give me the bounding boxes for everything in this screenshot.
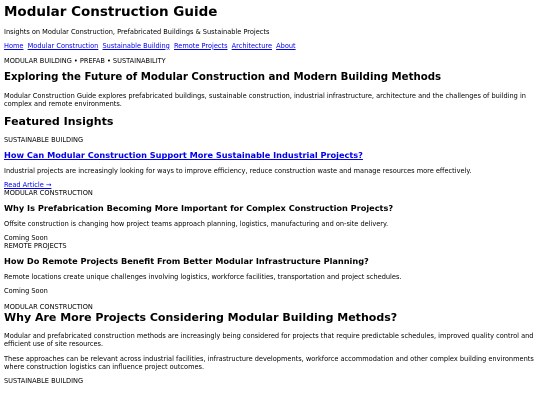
site-tagline: Insights on Modular Construction, Prefabricated Buildings & Sustainable Projects: [4, 27, 270, 36]
why-category: MODULAR CONSTRUCTION: [4, 303, 93, 312]
article-card: [4, 136, 536, 189]
article-cta: [4, 181, 536, 189]
article-excerpt: Industrial projects are increasingly looking for ways to improve efficiency, reduce construction waste and manage resources more effectively.: [4, 166, 472, 175]
nav-link-architecture[interactable]: Architecture: [231, 41, 273, 50]
article-category: MODULAR CONSTRUCTION: [4, 189, 93, 198]
featured-section: [4, 115, 536, 295]
featured-articles: [4, 136, 536, 295]
nav-link-sustainable-building[interactable]: Sustainable Building: [102, 41, 170, 50]
article-title: [4, 150, 536, 160]
nav-link-remote-projects[interactable]: Remote Projects: [173, 41, 228, 50]
article-title: How Do Remote Projects Benefit From Better Modular Infrastructure Planning?: [4, 256, 369, 267]
why-paragraph: These approaches can be relevant across industrial facilities, infrastructure developments, workforce accommodation and other complex building environments where construction logistics can influence project outcomes.: [4, 354, 534, 371]
hero-text: Modular Construction Guide explores prefabricated buildings, sustainable construction, industrial infrastructure, architecture and the challenges of building in complex and remote environments.: [4, 91, 526, 109]
why-section: [4, 303, 536, 385]
article-card: [4, 189, 536, 242]
featured-heading: Featured Insights: [4, 115, 114, 129]
coming-soon-label: Coming Soon: [4, 233, 48, 242]
next-section-category: SUSTAINABLE BUILDING: [4, 376, 84, 385]
main-nav: [4, 42, 536, 50]
hero-title: Exploring the Future of Modular Construction and Modern Building Methods: [4, 72, 442, 84]
article-card: [4, 242, 536, 295]
article-title: Why Is Prefabrication Becoming More Important for Complex Construction Projects?: [4, 203, 394, 214]
why-paragraph: Modular and prefabricated construction methods are increasingly being considered for projects that require predictable schedules, improved quality control and efficient use of site resources.: [4, 332, 534, 349]
hero-section: [4, 57, 536, 108]
coming-soon-label: Coming Soon: [4, 286, 48, 295]
nav-link-about[interactable]: About: [276, 41, 296, 50]
article-category: SUSTAINABLE BUILDING: [4, 136, 84, 145]
nav-link-home[interactable]: Home: [4, 41, 24, 50]
article-category: REMOTE PROJECTS: [4, 242, 67, 251]
article-title-link[interactable]: How Can Modular Construction Support More Sustainable Industrial Projects?: [4, 150, 363, 161]
nav-link-modular-construction[interactable]: Modular Construction: [27, 41, 99, 50]
read-article-link[interactable]: Read Article →: [4, 180, 52, 189]
why-heading: Why Are More Projects Considering Modular Building Methods?: [4, 311, 398, 325]
article-excerpt: Offsite construction is changing how project teams approach planning, logistics, manufacturing and on-site delivery.: [4, 219, 389, 228]
site-title: Modular Construction Guide: [4, 4, 218, 20]
hero-kicker: MODULAR BUILDING • PREFAB • SUSTAINABILITY: [4, 56, 166, 65]
article-excerpt: Remote locations create unique challenges involving logistics, workforce facilities, transportation and project schedules.: [4, 272, 402, 281]
site-header: [4, 5, 536, 50]
